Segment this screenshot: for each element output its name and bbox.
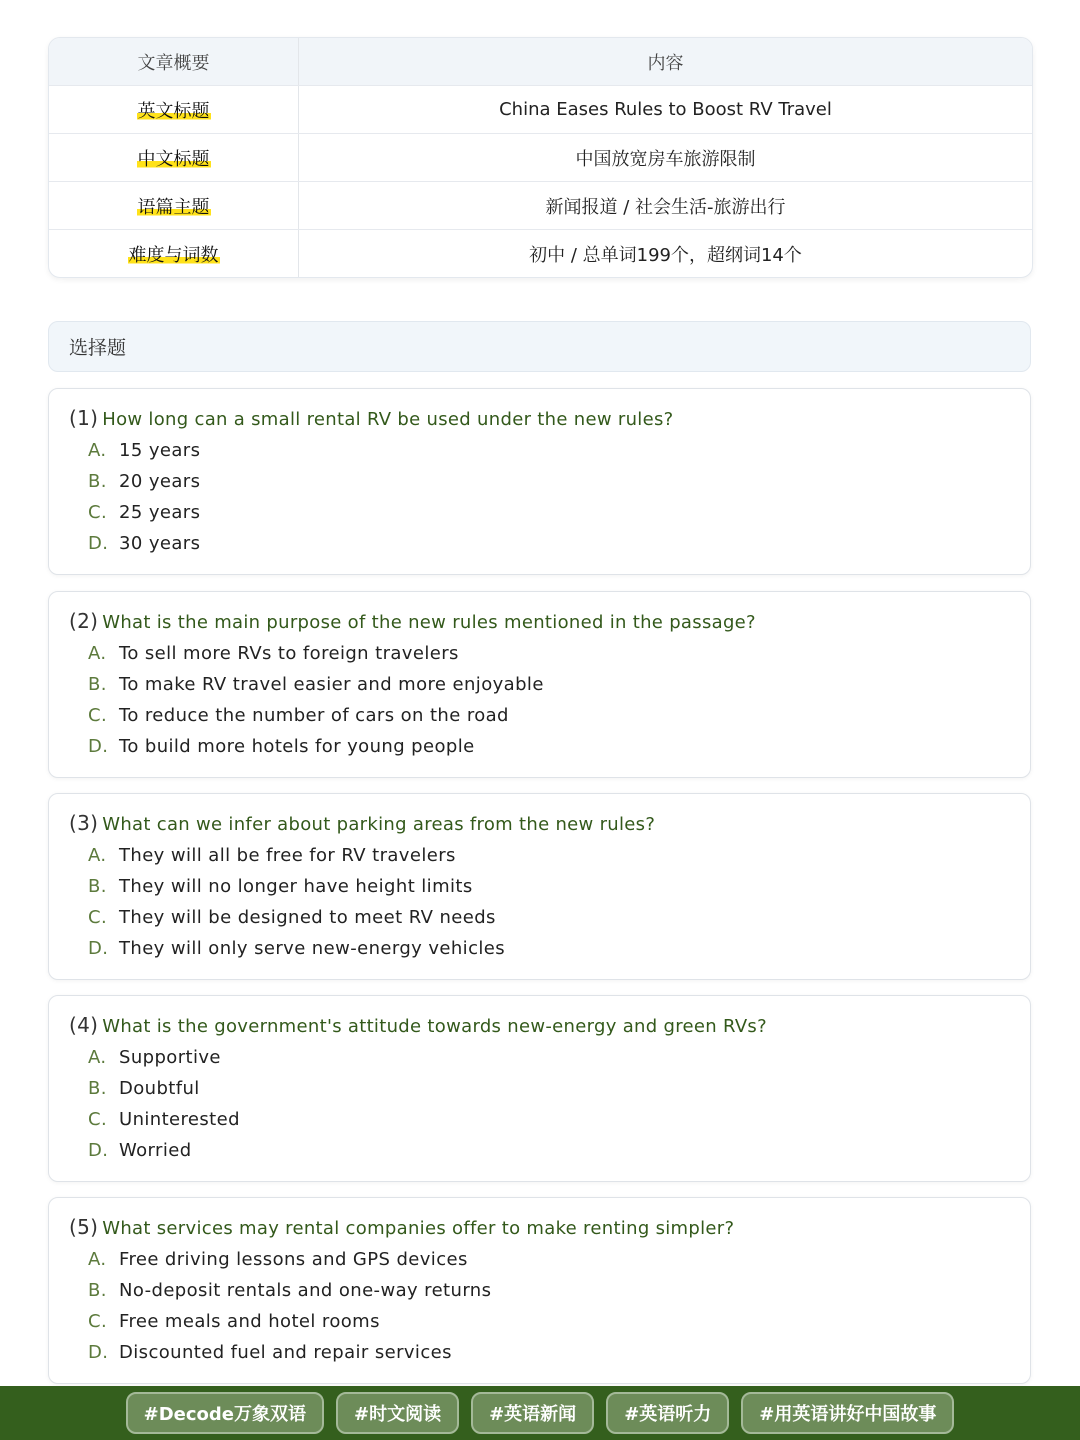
question-line — [69, 606, 1010, 636]
option-letter: B. — [88, 674, 107, 695]
summary-label-text: 中文标题 — [137, 148, 210, 170]
question-card-1 — [48, 388, 1031, 575]
tag-current-reading[interactable]: #时文阅读 — [336, 1392, 459, 1434]
option-letter: A. — [88, 440, 107, 461]
question-text: What can we infer about parking areas from the new rules? — [102, 814, 656, 835]
question-number: (2) — [69, 609, 99, 633]
summary-row-english-title — [49, 86, 1032, 134]
option-d[interactable] — [88, 528, 1010, 559]
option-letter: A. — [88, 845, 107, 866]
summary-header-value: 内容 — [299, 38, 1033, 86]
option-text: Worried — [119, 1140, 192, 1161]
question-line — [69, 1010, 1010, 1040]
option-text: They will no longer have height limits — [119, 876, 473, 897]
summary-row-topic — [49, 182, 1032, 230]
question-card-2 — [48, 591, 1031, 778]
option-text: Free driving lessons and GPS devices — [119, 1249, 468, 1270]
option-b[interactable] — [88, 669, 1010, 700]
option-letter: D. — [88, 938, 109, 959]
tag-english-listening[interactable]: #英语听力 — [606, 1392, 729, 1434]
option-list — [69, 435, 1010, 559]
question-number: (5) — [69, 1215, 99, 1239]
option-c[interactable] — [88, 700, 1010, 731]
option-text: To sell more RVs to foreign travelers — [119, 643, 459, 664]
option-text: 20 years — [119, 471, 201, 492]
question-card-4 — [48, 995, 1031, 1182]
question-line — [69, 808, 1010, 838]
option-a[interactable] — [88, 1042, 1010, 1073]
option-text: 15 years — [119, 440, 201, 461]
option-letter: A. — [88, 1047, 107, 1068]
option-d[interactable] — [88, 933, 1010, 964]
option-letter: C. — [88, 502, 108, 523]
option-text: Uninterested — [119, 1109, 240, 1130]
summary-label-text: 英文标题 — [137, 100, 210, 122]
option-a[interactable] — [88, 840, 1010, 871]
option-c[interactable] — [88, 1104, 1010, 1135]
option-text: 25 years — [119, 502, 201, 523]
option-letter: C. — [88, 1311, 108, 1332]
question-text: How long can a small rental RV be used under the new rules? — [102, 409, 674, 430]
summary-header-row — [49, 38, 1032, 86]
option-letter: B. — [88, 471, 107, 492]
option-letter: C. — [88, 907, 108, 928]
option-letter: B. — [88, 1078, 107, 1099]
question-card-5 — [48, 1197, 1031, 1384]
question-card-3 — [48, 793, 1031, 980]
option-d[interactable] — [88, 1337, 1010, 1368]
question-number: (4) — [69, 1013, 99, 1037]
option-c[interactable] — [88, 902, 1010, 933]
summary-label — [49, 182, 299, 230]
footer-tag-bar — [0, 1386, 1080, 1440]
option-c[interactable] — [88, 1306, 1010, 1337]
summary-label-text: 难度与词数 — [128, 244, 219, 266]
tag-china-stories[interactable]: #用英语讲好中国故事 — [741, 1392, 954, 1434]
option-a[interactable] — [88, 435, 1010, 466]
option-b[interactable] — [88, 1073, 1010, 1104]
option-b[interactable] — [88, 1275, 1010, 1306]
option-letter: B. — [88, 876, 107, 897]
option-d[interactable] — [88, 1135, 1010, 1166]
summary-header-label: 文章概要 — [49, 38, 299, 86]
option-letter: D. — [88, 736, 109, 757]
option-text: No-deposit rentals and one-way returns — [119, 1280, 492, 1301]
option-text: They will all be free for RV travelers — [119, 845, 456, 866]
option-letter: A. — [88, 1249, 107, 1270]
summary-table — [48, 37, 1033, 278]
summary-label — [49, 134, 299, 182]
summary-value: 新闻报道 / 社会生活-旅游出行 — [299, 182, 1033, 230]
summary-label — [49, 230, 299, 278]
option-text: Discounted fuel and repair services — [119, 1342, 452, 1363]
option-b[interactable] — [88, 466, 1010, 497]
option-list — [69, 1244, 1010, 1368]
option-text: To make RV travel easier and more enjoyable — [119, 674, 544, 695]
option-list — [69, 840, 1010, 964]
option-text: Supportive — [119, 1047, 221, 1068]
option-d[interactable] — [88, 731, 1010, 762]
option-text: Doubtful — [119, 1078, 200, 1099]
tag-english-news[interactable]: #英语新闻 — [471, 1392, 594, 1434]
tag-decode[interactable]: #Decode万象双语 — [126, 1392, 324, 1434]
question-text: What services may rental companies offer to make renting simpler? — [102, 1218, 735, 1239]
option-text: Free meals and hotel rooms — [119, 1311, 380, 1332]
option-letter: D. — [88, 1140, 109, 1161]
summary-value: 初中 / 总单词199个，超纲词14个 — [529, 244, 802, 266]
option-a[interactable] — [88, 1244, 1010, 1275]
question-line — [69, 403, 1010, 433]
summary-label — [49, 86, 299, 134]
option-letter: D. — [88, 533, 109, 554]
option-list — [69, 1042, 1010, 1166]
option-text: They will be designed to meet RV needs — [119, 907, 496, 928]
summary-label-text: 语篇主题 — [137, 196, 210, 218]
summary-row-chinese-title — [49, 134, 1032, 182]
option-b[interactable] — [88, 871, 1010, 902]
option-text: They will only serve new-energy vehicles — [119, 938, 506, 959]
option-c[interactable] — [88, 497, 1010, 528]
summary-value: 中国放宽房车旅游限制 — [299, 134, 1033, 182]
question-text: What is the main purpose of the new rules mentioned in the passage? — [102, 612, 756, 633]
summary-value: China Eases Rules to Boost RV Travel — [299, 86, 1033, 134]
option-letter: B. — [88, 1280, 107, 1301]
option-text: To build more hotels for young people — [119, 736, 475, 757]
option-text: 30 years — [119, 533, 201, 554]
option-letter: C. — [88, 1109, 108, 1130]
section-header-multiple-choice: 选择题 — [48, 321, 1031, 372]
question-text: What is the government's attitude towards new-energy and green RVs? — [102, 1016, 767, 1037]
option-letter: C. — [88, 705, 108, 726]
option-letter: A. — [88, 643, 107, 664]
summary-row-difficulty — [49, 230, 1032, 278]
option-text: To reduce the number of cars on the road — [119, 705, 509, 726]
question-number: (3) — [69, 811, 99, 835]
option-letter: D. — [88, 1342, 109, 1363]
option-list — [69, 638, 1010, 762]
question-number: (1) — [69, 406, 99, 430]
option-a[interactable] — [88, 638, 1010, 669]
question-line — [69, 1212, 1010, 1242]
